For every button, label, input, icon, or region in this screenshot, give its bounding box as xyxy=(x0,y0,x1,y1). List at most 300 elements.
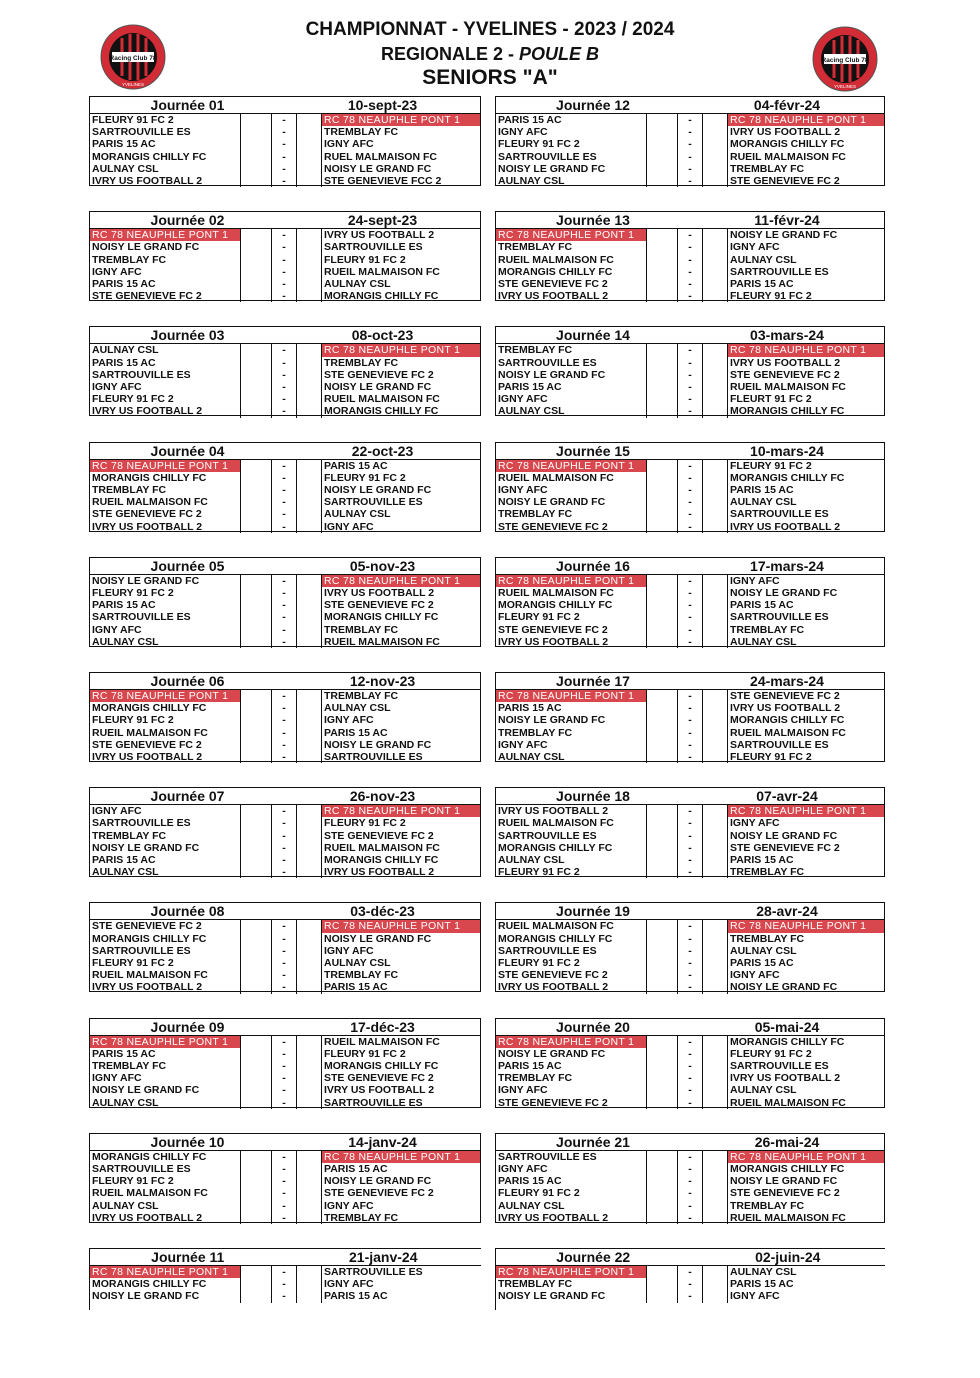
home-team: STE GENEVIEVE FC 2 xyxy=(498,277,608,290)
home-team: IVRY US FOOTBALL 2 xyxy=(92,520,203,533)
match-row xyxy=(90,1212,480,1224)
away-score-cell xyxy=(296,854,322,866)
away-score-cell xyxy=(296,405,322,417)
score-separator: - xyxy=(688,817,692,830)
match-row xyxy=(90,241,480,253)
matchday-date: 17-déc-23 xyxy=(350,1018,415,1035)
matchday-header xyxy=(90,327,480,344)
home-score-cell xyxy=(646,714,678,726)
away-score-cell xyxy=(296,969,322,981)
away-score-cell xyxy=(296,714,322,726)
home-score-cell xyxy=(646,981,678,993)
match-list xyxy=(496,805,884,879)
score-separator: - xyxy=(688,920,692,933)
home-score-cell xyxy=(646,521,678,533)
score-separator: - xyxy=(688,599,692,612)
match-list xyxy=(90,575,480,646)
match-row xyxy=(496,496,884,508)
matchday-number: Journée 10 xyxy=(150,1133,225,1150)
away-score-cell xyxy=(702,969,728,981)
score-separator: - xyxy=(282,459,286,472)
pool-name: POULE B xyxy=(519,44,600,64)
score-separator: - xyxy=(688,277,692,290)
home-score-cell xyxy=(240,1097,272,1109)
away-score-cell xyxy=(702,357,728,369)
home-score-cell xyxy=(240,1072,272,1084)
matchday-number: Journée 18 xyxy=(556,788,630,805)
away-score-cell xyxy=(702,1036,728,1048)
away-score-cell xyxy=(702,1151,728,1163)
score-separator: - xyxy=(688,1162,692,1175)
away-score-cell xyxy=(296,1187,322,1199)
score-separator: - xyxy=(282,393,286,406)
score-separator: - xyxy=(688,853,692,866)
away-team: FLEURY 91 FC 2 xyxy=(730,290,812,303)
matchday-header xyxy=(90,1249,481,1266)
away-team: RUEIL MALMAISON FC xyxy=(324,841,440,854)
away-team: TREMBLAY FC xyxy=(324,623,399,636)
home-team: NOISY LE GRAND FC xyxy=(92,1290,200,1303)
home-score-cell xyxy=(646,727,678,739)
home-team: MORANGIS CHILLY FC xyxy=(92,1278,207,1291)
score-separator: - xyxy=(282,726,286,739)
home-score-cell xyxy=(240,805,272,817)
score-separator: - xyxy=(282,1266,286,1278)
match-row xyxy=(90,496,480,508)
away-score-cell xyxy=(296,1266,322,1278)
home-score-cell xyxy=(240,357,272,369)
away-team: FLEURY 91 FC 2 xyxy=(324,817,406,830)
away-team: MORANGIS CHILLY FC xyxy=(324,1059,439,1072)
away-team: SARTROUVILLE ES xyxy=(730,611,829,624)
home-score-cell xyxy=(646,599,678,611)
home-team: RUEIL MALMAISON FC xyxy=(498,586,614,599)
away-team: RC 78 NEAUPHLE PONT 1 xyxy=(322,344,480,356)
matchday-header xyxy=(496,1134,884,1151)
matchday-header xyxy=(496,558,884,575)
match-row xyxy=(90,266,480,278)
home-team: TREMBLAY FC xyxy=(498,508,573,521)
home-team: NOISY LE GRAND FC xyxy=(498,368,606,381)
away-score-cell xyxy=(296,138,322,150)
score-separator: - xyxy=(688,405,692,418)
match-row xyxy=(496,739,884,751)
score-separator: - xyxy=(688,393,692,406)
matchday-number: Journée 11 xyxy=(151,1249,225,1265)
home-team: MORANGIS CHILLY FC xyxy=(92,932,207,945)
home-team: RC 78 NEAUPHLE PONT 1 xyxy=(496,575,646,587)
home-score-cell xyxy=(646,690,678,702)
home-score-cell xyxy=(240,945,272,957)
score-separator: - xyxy=(688,866,692,879)
home-score-cell xyxy=(646,817,678,829)
home-team: AULNAY CSL xyxy=(498,1199,565,1212)
matchday-date: 22-oct-23 xyxy=(351,442,414,459)
match-row xyxy=(90,830,480,842)
score-separator: - xyxy=(688,114,692,126)
match-row xyxy=(90,114,480,126)
away-score-cell xyxy=(296,842,322,854)
home-score-cell xyxy=(240,126,272,138)
home-team: RUEIL MALMAISON FC xyxy=(498,920,614,933)
away-score-cell xyxy=(702,1084,728,1096)
away-team: STE GENEVIEVE FC 2 xyxy=(730,1187,840,1200)
away-team: STE GENEVIEVE FCC 2 xyxy=(324,174,442,187)
home-team: STE GENEVIEVE FC 2 xyxy=(498,1096,608,1109)
away-team: NOISY LE GRAND FC xyxy=(324,483,432,496)
match-row xyxy=(90,842,480,854)
away-score-cell xyxy=(702,714,728,726)
away-team: SARTROUVILLE ES xyxy=(730,1059,829,1072)
home-team: TREMBLAY FC xyxy=(498,241,573,254)
away-score-cell xyxy=(702,575,728,587)
away-score-cell xyxy=(702,702,728,714)
match-list xyxy=(90,1151,480,1222)
away-team: PARIS 15 AC xyxy=(730,1278,794,1291)
away-score-cell xyxy=(702,163,728,175)
score-separator: - xyxy=(688,380,692,393)
away-team: AULNAY CSL xyxy=(730,1266,797,1278)
home-team: SARTROUVILLE ES xyxy=(92,368,191,381)
match-row xyxy=(90,1048,480,1060)
away-score-cell xyxy=(296,484,322,496)
score-separator: - xyxy=(282,956,286,969)
match-row xyxy=(90,393,480,405)
home-score-cell xyxy=(646,508,678,520)
score-separator: - xyxy=(688,586,692,599)
match-row xyxy=(496,611,884,623)
match-list xyxy=(496,460,884,531)
match-row xyxy=(90,690,480,702)
home-score-cell xyxy=(240,611,272,623)
score-separator: - xyxy=(688,611,692,624)
matchday-date: 10-mars-24 xyxy=(750,442,824,459)
score-separator: - xyxy=(282,599,286,612)
home-team: RC 78 NEAUPHLE PONT 1 xyxy=(496,1266,646,1278)
score-separator: - xyxy=(688,1096,692,1109)
away-score-cell xyxy=(296,690,322,702)
away-score-cell xyxy=(296,611,322,623)
match-list xyxy=(496,344,884,418)
match-list xyxy=(90,114,480,185)
away-team: IVRY US FOOTBALL 2 xyxy=(324,866,435,879)
away-score-cell xyxy=(702,138,728,150)
away-score-cell xyxy=(296,945,322,957)
home-team: MORANGIS CHILLY FC xyxy=(92,702,207,715)
home-team: IGNY AFC xyxy=(92,1072,142,1085)
home-score-cell xyxy=(240,854,272,866)
home-team: NOISY LE GRAND FC xyxy=(92,1084,200,1097)
away-team: STE GENEVIEVE FC 2 xyxy=(730,174,840,187)
match-row xyxy=(90,163,480,175)
score-separator: - xyxy=(688,1084,692,1097)
matchday-block xyxy=(89,442,481,532)
home-score-cell xyxy=(646,460,678,472)
home-score-cell xyxy=(240,714,272,726)
match-row xyxy=(496,175,884,187)
home-score-cell xyxy=(646,920,678,932)
match-row xyxy=(90,508,480,520)
score-separator: - xyxy=(282,714,286,727)
away-score-cell xyxy=(702,933,728,945)
match-row xyxy=(90,1175,480,1187)
home-score-cell xyxy=(646,1048,678,1060)
away-team: IVRY US FOOTBALL 2 xyxy=(730,1072,841,1085)
matchday-header xyxy=(90,673,480,690)
away-score-cell xyxy=(296,599,322,611)
matchday-number: Journée 15 xyxy=(556,442,630,459)
score-separator: - xyxy=(282,1096,286,1109)
match-row xyxy=(90,1084,480,1096)
matchday-block xyxy=(89,902,481,992)
home-team: RC 78 NEAUPHLE PONT 1 xyxy=(496,690,646,702)
home-team: TREMBLAY FC xyxy=(92,483,167,496)
score-separator: - xyxy=(688,944,692,957)
home-score-cell xyxy=(240,1212,272,1224)
away-score-cell xyxy=(702,290,728,302)
away-team: SARTROUVILLE ES xyxy=(324,750,423,763)
away-score-cell xyxy=(296,266,322,278)
match-row xyxy=(496,945,884,957)
logo-text-left: Racing Club 78 xyxy=(109,55,157,62)
home-team: NOISY LE GRAND FC xyxy=(498,714,606,727)
match-row xyxy=(90,521,480,533)
away-team: RUEIL MALMAISON FC xyxy=(324,393,440,406)
matchday-block xyxy=(495,1018,885,1108)
home-team: FLEURY 91 FC 2 xyxy=(92,393,174,406)
away-team: PARIS 15 AC xyxy=(324,981,388,994)
away-team: FLEURY 91 FC 2 xyxy=(730,459,812,472)
match-row xyxy=(496,690,884,702)
away-team: RUEIL MALMAISON FC xyxy=(324,265,440,278)
away-score-cell xyxy=(702,751,728,763)
home-score-cell xyxy=(240,933,272,945)
matchday-date: 26-nov-23 xyxy=(349,788,416,805)
score-separator: - xyxy=(282,805,286,818)
away-team: MORANGIS CHILLY FC xyxy=(730,138,845,151)
away-team: RUEIL MALMAISON FC xyxy=(730,380,846,393)
matchday-number: Journée 04 xyxy=(150,442,225,459)
match-row xyxy=(496,290,884,302)
home-team: SARTROUVILLE ES xyxy=(92,611,191,624)
score-separator: - xyxy=(282,265,286,278)
home-score-cell xyxy=(240,229,272,241)
match-row xyxy=(496,969,884,981)
score-separator: - xyxy=(282,229,286,242)
score-separator: - xyxy=(282,114,286,126)
home-team: IVRY US FOOTBALL 2 xyxy=(498,1211,609,1224)
matchday-number: Journée 05 xyxy=(150,557,225,574)
match-row xyxy=(496,521,884,533)
match-row xyxy=(90,981,480,993)
away-team: AULNAY CSL xyxy=(730,253,797,266)
home-score-cell xyxy=(646,1151,678,1163)
away-score-cell xyxy=(702,344,728,356)
score-separator: - xyxy=(282,920,286,933)
matchday-block xyxy=(89,211,481,301)
away-score-cell xyxy=(702,1072,728,1084)
score-separator: - xyxy=(688,1187,692,1200)
away-score-cell xyxy=(296,933,322,945)
match-row xyxy=(496,114,884,126)
score-separator: - xyxy=(282,483,286,496)
away-team: RUEIL MALMAISON FC xyxy=(730,1211,846,1224)
away-score-cell xyxy=(702,1290,728,1302)
match-row xyxy=(496,817,884,829)
away-team: NOISY LE GRAND FC xyxy=(324,162,432,175)
home-team: NOISY LE GRAND FC xyxy=(498,1290,606,1303)
score-separator: - xyxy=(688,483,692,496)
score-separator: - xyxy=(688,714,692,727)
match-row xyxy=(90,1278,481,1290)
home-score-cell xyxy=(240,739,272,751)
matchday-header xyxy=(90,212,480,229)
score-separator: - xyxy=(688,1059,692,1072)
match-row xyxy=(90,805,480,817)
match-row xyxy=(90,1036,480,1048)
away-team: NOISY LE GRAND FC xyxy=(730,586,838,599)
away-team: TREMBLAY FC xyxy=(324,690,399,702)
match-row xyxy=(90,1290,481,1302)
score-separator: - xyxy=(282,690,286,702)
home-team: PARIS 15 AC xyxy=(498,702,562,715)
score-separator: - xyxy=(688,344,692,357)
home-team: TREMBLAY FC xyxy=(498,1278,573,1291)
match-row xyxy=(496,751,884,763)
home-score-cell xyxy=(646,1278,678,1290)
home-score-cell xyxy=(646,1060,678,1072)
away-score-cell xyxy=(296,114,322,126)
home-score-cell xyxy=(240,508,272,520)
match-list xyxy=(90,460,480,531)
home-team: IGNY AFC xyxy=(498,483,548,496)
match-row xyxy=(496,151,884,163)
score-separator: - xyxy=(688,290,692,303)
home-score-cell xyxy=(646,830,678,842)
home-score-cell xyxy=(646,1266,678,1278)
home-team: MORANGIS CHILLY FC xyxy=(92,150,207,163)
away-team: TREMBLAY FC xyxy=(730,1199,805,1212)
home-team: NOISY LE GRAND FC xyxy=(92,841,200,854)
home-score-cell xyxy=(646,357,678,369)
score-separator: - xyxy=(688,253,692,266)
home-team: MORANGIS CHILLY FC xyxy=(498,841,613,854)
match-row xyxy=(90,1097,480,1109)
home-team: IGNY AFC xyxy=(92,623,142,636)
match-row xyxy=(90,254,480,266)
match-row xyxy=(496,805,884,817)
score-separator: - xyxy=(282,932,286,945)
away-team: STE GENEVIEVE FC 2 xyxy=(324,368,434,381)
away-score-cell xyxy=(702,866,728,878)
score-separator: - xyxy=(688,265,692,278)
home-team: SARTROUVILLE ES xyxy=(92,817,191,830)
match-row xyxy=(496,830,884,842)
away-team: PARIS 15 AC xyxy=(730,853,794,866)
home-team: FLEURY 91 FC 2 xyxy=(92,956,174,969)
away-score-cell xyxy=(296,1048,322,1060)
home-score-cell xyxy=(646,1290,678,1302)
away-team: TREMBLAY FC xyxy=(324,969,399,982)
match-row xyxy=(90,945,480,957)
away-team: MORANGIS CHILLY FC xyxy=(324,853,439,866)
home-team: STE GENEVIEVE FC 2 xyxy=(498,969,608,982)
home-team: IVRY US FOOTBALL 2 xyxy=(92,174,203,187)
away-team: NOISY LE GRAND FC xyxy=(730,1175,838,1188)
match-list xyxy=(90,229,480,303)
home-team: RC 78 NEAUPHLE PONT 1 xyxy=(90,460,240,472)
away-team: RC 78 NEAUPHLE PONT 1 xyxy=(322,805,480,817)
home-team: FLEURY 91 FC 2 xyxy=(92,114,174,126)
score-separator: - xyxy=(688,1211,692,1224)
away-team: MORANGIS CHILLY FC xyxy=(324,611,439,624)
home-team: MORANGIS CHILLY FC xyxy=(498,265,613,278)
matchday-header xyxy=(496,1249,885,1266)
home-team: NOISY LE GRAND FC xyxy=(498,496,606,509)
score-separator: - xyxy=(282,138,286,151)
matchday-number: Journée 13 xyxy=(556,212,630,229)
matchday-number: Journée 08 xyxy=(150,903,225,920)
home-score-cell xyxy=(240,163,272,175)
score-separator: - xyxy=(688,750,692,763)
home-score-cell xyxy=(646,1097,678,1109)
home-score-cell xyxy=(240,957,272,969)
matchday-block xyxy=(89,1018,481,1108)
match-row xyxy=(90,817,480,829)
score-separator: - xyxy=(282,290,286,303)
matchday-number: Journée 03 xyxy=(150,327,225,344)
home-score-cell xyxy=(646,254,678,266)
away-team: STE GENEVIEVE FC 2 xyxy=(730,368,840,381)
home-team: RUEIL MALMAISON FC xyxy=(92,726,208,739)
matchday-date: 11-févr-24 xyxy=(754,212,820,229)
home-team: NOISY LE GRAND FC xyxy=(498,162,606,175)
home-team: PARIS 15 AC xyxy=(498,114,562,126)
home-score-cell xyxy=(646,278,678,290)
home-team: STE GENEVIEVE FC 2 xyxy=(498,623,608,636)
home-team: AULNAY CSL xyxy=(498,750,565,763)
away-score-cell xyxy=(296,472,322,484)
home-team: PARIS 15 AC xyxy=(92,599,156,612)
away-score-cell xyxy=(296,1072,322,1084)
home-score-cell xyxy=(240,587,272,599)
score-separator: - xyxy=(688,574,692,587)
home-team: AULNAY CSL xyxy=(92,344,159,357)
score-separator: - xyxy=(688,356,692,369)
home-score-cell xyxy=(240,175,272,187)
match-row xyxy=(496,599,884,611)
away-score-cell xyxy=(296,229,322,241)
home-score-cell xyxy=(240,472,272,484)
away-team: AULNAY CSL xyxy=(324,508,391,521)
score-separator: - xyxy=(688,1072,692,1085)
away-score-cell xyxy=(296,739,322,751)
match-row xyxy=(496,508,884,520)
away-team: IGNY AFC xyxy=(324,944,374,957)
home-team: AULNAY CSL xyxy=(92,1096,159,1109)
away-team: FLEURT 91 FC 2 xyxy=(730,393,812,406)
score-separator: - xyxy=(282,344,286,357)
away-team: MORANGIS CHILLY FC xyxy=(730,1162,845,1175)
away-score-cell xyxy=(296,1290,322,1302)
home-score-cell xyxy=(240,241,272,253)
away-score-cell xyxy=(702,1187,728,1199)
home-score-cell xyxy=(646,381,678,393)
home-score-cell xyxy=(240,1151,272,1163)
match-row xyxy=(90,278,480,290)
away-team: TREMBLAY FC xyxy=(730,866,805,879)
home-score-cell xyxy=(646,854,678,866)
